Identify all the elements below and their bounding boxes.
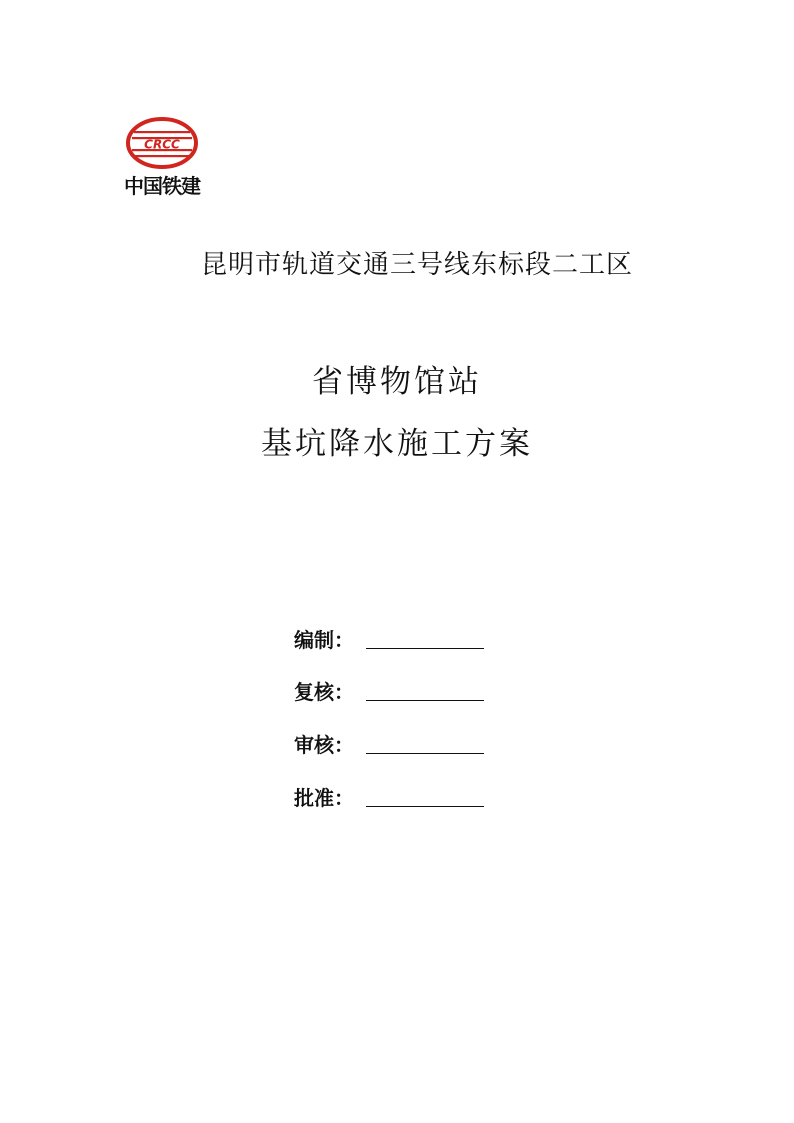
project-name: 昆明市轨道交通三号线东标段二工区 [200,250,633,280]
signature-label: 复核： [294,680,354,704]
company-logo [112,112,212,198]
signature-blank-line [366,806,484,807]
signature-label: 审核： [294,733,354,757]
logo-company-name: 中国铁建 [124,174,200,198]
signature-label: 编制： [294,628,354,652]
svg-text:CRCC: CRCC [144,137,180,152]
signature-row-compiler [294,624,494,654]
signature-blank-line [366,753,484,754]
signature-row-checker [294,676,494,706]
signature-blank-line [366,648,484,649]
document-title-line1: 省博物馆站 [312,364,482,400]
signature-row-approver [294,782,494,812]
signature-row-reviewer [294,729,494,759]
signature-blank-line [366,700,484,701]
signature-label: 批准： [294,786,354,810]
crcc-logo-icon [124,116,200,172]
document-title-line2: 基坑降水施工方案 [261,426,533,462]
